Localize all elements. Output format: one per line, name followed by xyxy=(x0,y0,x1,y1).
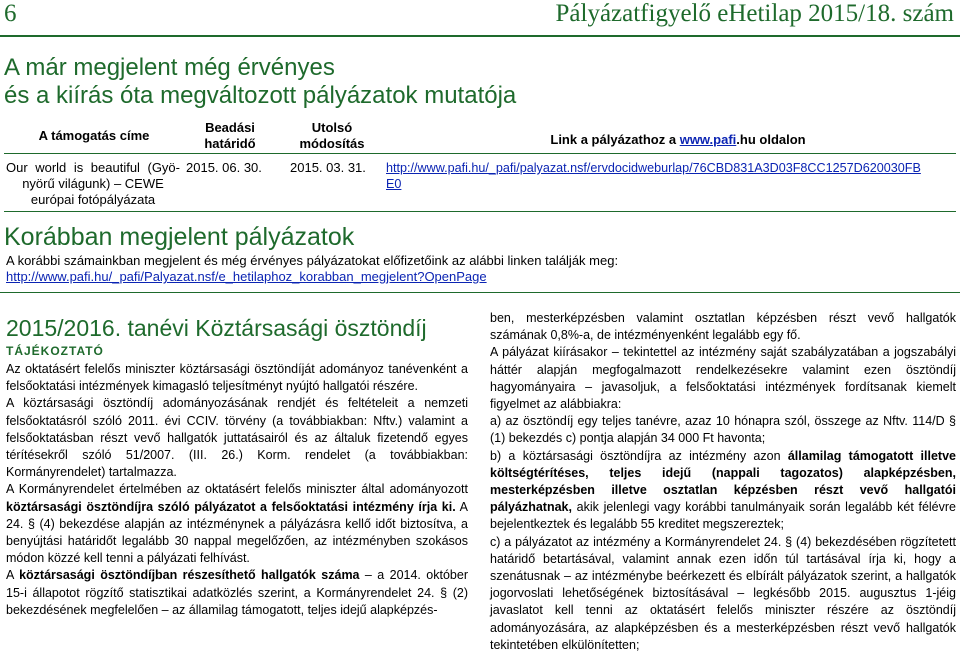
article-title: 2015/2016. tanévi Köztársasági ösztöndíj xyxy=(6,315,427,341)
title-line2: nyörű világunk) – CEWE xyxy=(22,176,164,191)
article-label: TÁJÉKOZTATÓ xyxy=(6,344,104,358)
col-header-link-suffix: .hu oldalon xyxy=(736,132,806,147)
palyazat-link-l1: http://www.pafi.hu/_pafi/palyazat.nsf/ervdocidweburlap/76CBD831A3D03F8CC1257D620030FB xyxy=(386,161,921,175)
header-rule xyxy=(0,35,960,37)
section-rule xyxy=(0,292,960,293)
left-p4-bold: köztársasági ösztöndíjban részesíthető hallgatók száma xyxy=(19,568,360,583)
left-paragraph-4 xyxy=(6,567,468,619)
col-header-modified-l2: módosítás xyxy=(299,136,365,151)
section-title-line1: A már megjelent még érvényes xyxy=(4,54,335,81)
earlier-tenders-link-wrap xyxy=(6,268,487,285)
left-p3-c: A 24. § (4) bekezdése alapján az intézménynek a pályázásra kellő időt biztosítva, a benyújtási határidőt legalább 30 nappal megelőzően, az intézményben szokásos módon közzé kell tenni a pályázati felhívást. xyxy=(6,499,468,566)
palyazat-link[interactable] xyxy=(386,161,921,191)
right-p4-a: b) a köztársasági ösztöndíjra az intézmény azon xyxy=(490,448,788,463)
col-header-deadline xyxy=(186,120,274,152)
table-cell-deadline: 2015. 06. 30. xyxy=(186,160,262,175)
table-bottom-rule xyxy=(4,211,956,212)
pafi-site-link[interactable]: www.pafi xyxy=(679,132,737,147)
running-title: Pályázatfigyelő eHetilap 2015/18. szám xyxy=(555,0,954,27)
table-cell-title xyxy=(6,160,180,208)
earlier-tenders-link[interactable]: http://www.pafi.hu/_pafi/Palyazat.nsf/e_hetilaphoz_korabban_megjelent?OpenPage xyxy=(6,269,487,284)
article-left-column xyxy=(6,361,468,619)
table-header-rule xyxy=(4,153,956,154)
col-header-modified xyxy=(286,120,378,152)
earlier-tenders-text: A korábbi számainkban megjelent és még érvényes pályázatokat előfizetőink az alábbi linken találják meg: xyxy=(6,253,619,268)
table-cell-modified: 2015. 03. 31. xyxy=(290,160,366,175)
page-number: 6 xyxy=(4,0,17,27)
left-paragraph-2: A köztársasági ösztöndíj adományozásának rendjét és feltételeit a nemzeti felsőoktatásról szóló 2011. évi CCIV. törvény (a továbbiakban: Nftv.) valamint a felsőoktatásban részt vevő hallgatók juttatásairól és az általuk fizetendő egyes térítésekről szóló 51/2007. (III. 26.) Korm. rendelet (a továbbiakban: Kormányrendelet) tartalmazza. xyxy=(6,396,468,480)
left-paragraph-3 xyxy=(6,481,468,567)
left-paragraph-1: Az oktatásért felelős miniszter köztársasági ösztöndíját adományoz tanévenként a felsőoktatási intézmények kimagasló teljesítményt nyújtó hallgatói részére. xyxy=(6,362,468,394)
right-paragraph-3: a) az ösztöndíj egy teljes tanévre, azaz 10 hónapra szól, összege az Nftv. 114/D § (1) bekezdés c) pontja alapján 34 000 Ft havonta; xyxy=(490,414,956,446)
title-line1: Our world is beautiful (Gyö- xyxy=(6,160,180,175)
right-paragraph-2: A pályázat kiírásakor – tekintettel az intézmény saját szabályzatában a jogszabályi háttér alapján megfogalmazott rendelkezésekre valamint ezen ösztöndíj hagyományaira – javasoljuk, a felsőoktatási intézmények fordítsanak kiemelt figyelmet az alábbiakra: xyxy=(490,345,956,412)
left-p4-c: – a 2014. október 15-i állapotot rögzítő statisztikai adatközlés szerint, a Kormányrendelet 24. § (2) bekezdésének megfelelően – az államilag támogatott, teljes idejű alapképzés- xyxy=(6,568,468,617)
right-p4-c: akik jelenlegi vagy korábbi tanulmányaik során legalább két félévre bejelentkeztek és legalább 55 kreditet megszereztek; xyxy=(490,500,956,532)
col-header-link xyxy=(400,132,956,148)
right-paragraph-5: c) a pályázatot az intézmény a Kormányrendelet 24. § (4) bekezdésében rögzítetett határidő betartásával, valamint annak ezen időn túl tartásával írja ki, hogy a szenátusnak – az intézménybe beérkezett és elbírált pályázatok szerint, a hallgatók jogorvoslati lehetőségének biztosításával – legkésőbb 2015. augusztus 1-jéig javaslatot kell tenni az oktatásért felelős miniszter részére az ösztöndíj adományozására, az alapképzésben és a mesterképzésben részt vevő hallgatók tekintetében elkülönítetten; xyxy=(490,534,956,652)
col-header-deadline-l2: határidő xyxy=(204,136,256,151)
right-paragraph-4 xyxy=(490,448,956,534)
section-title xyxy=(4,54,516,110)
col-header-modified-l1: Utolsó xyxy=(311,120,353,135)
col-header-deadline-l1: Beadási xyxy=(205,120,255,135)
earlier-tenders-title: Korábban megjelent pályázatok xyxy=(4,223,355,251)
col-header-link-prefix: Link a pályázathoz a xyxy=(550,132,680,147)
left-p3-bold: köztársasági ösztöndíjra szóló pályázatot a felsőoktatási intézmény írja ki. xyxy=(6,499,456,514)
table-cell-link xyxy=(386,160,958,192)
col-header-title: A támogatás címe xyxy=(38,128,150,143)
section-title-line2: és a kiírás óta megváltozott pályázatok mutatója xyxy=(4,82,517,109)
palyazat-link-l2: E0 xyxy=(386,177,402,191)
article-right-column xyxy=(490,310,956,654)
title-line3: európai fotópályázata xyxy=(30,192,156,207)
left-p3-a: A Kormányrendelet értelmében az oktatásért felelős miniszter által adományozott xyxy=(6,482,468,497)
left-p4-a: A xyxy=(6,568,20,583)
right-p4-bold: államilag támogatott illetve költségtérítéses, teljes idejű (nappali tagozatos) alapképzésben, mesterképzésben illetve osztatlan képzésben részt vevő hallgatói pályázhatnak, xyxy=(490,448,956,515)
right-paragraph-1: ben, mesterképzésben valamint osztatlan képzésben részt vevő hallgatók számának 0,8%-a, de intézményenként legalább egy fő. xyxy=(490,311,956,343)
